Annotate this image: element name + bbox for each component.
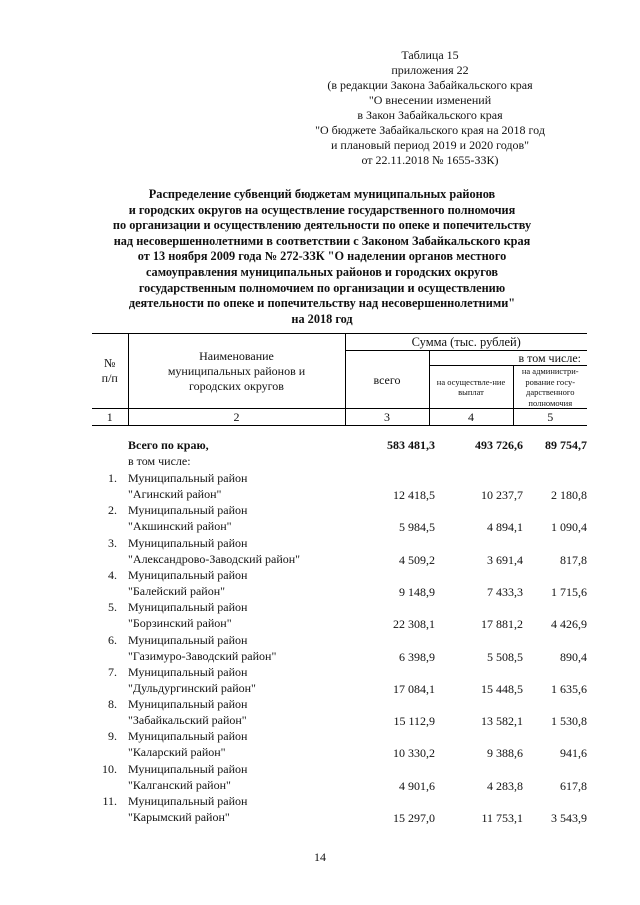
row-number: 4.	[108, 567, 117, 582]
row-name-type: Муниципальный район	[128, 697, 248, 712]
header-line: и плановый период 2019 и 2020 годов"	[330, 138, 530, 152]
row-number: 9.	[108, 729, 117, 744]
row-name-title: "Калганский район"	[128, 777, 231, 792]
col-number-1: 1	[92, 409, 128, 426]
total-sublabel: в том числе:	[128, 454, 191, 468]
header-line: Таблица 15	[401, 48, 459, 62]
row-value-admin: 817,8	[560, 552, 587, 567]
appendix-header	[280, 48, 580, 168]
row-value-all: 9 148,9	[399, 584, 435, 599]
row-value-admin: 1 530,8	[551, 714, 587, 729]
row-name-title: "Забайкальский район"	[128, 713, 247, 728]
title-line: над несовершеннолетними в соответствии с Законом Забайкальского края	[113, 233, 531, 248]
row-value-payments: 5 508,5	[487, 649, 523, 664]
row-value-all: 4 901,6	[399, 778, 435, 793]
header-line: (в редакции Закона Забайкальского края	[327, 78, 533, 92]
row-name-type: Муниципальный район	[128, 632, 248, 647]
document-title	[92, 187, 552, 327]
header-line: в Закон Забайкальского края	[357, 108, 503, 122]
row-value-payments: 4 283,8	[487, 778, 523, 793]
title-line: по организации и осуществлению деятельности по опеке и попечительству	[112, 218, 532, 233]
row-number: 5.	[108, 600, 117, 615]
table-row	[92, 728, 587, 762]
row-name-title: "Каларский район"	[128, 745, 226, 760]
table-row	[92, 567, 587, 601]
col-number-3: 3	[345, 409, 429, 426]
row-value-admin: 4 426,9	[551, 617, 587, 632]
row-name	[128, 632, 358, 664]
row-name-type: Муниципальный район	[128, 600, 248, 615]
row-name	[128, 535, 358, 567]
col-total-header: всего	[345, 351, 429, 409]
row-value-payments: 4 894,1	[487, 520, 523, 535]
row-name	[128, 502, 358, 534]
col-payments-header: на осуществле-ние выплат	[429, 366, 513, 409]
total-row	[92, 437, 587, 469]
row-name	[128, 599, 358, 631]
table-row	[92, 470, 587, 504]
row-name-type: Муниципальный район	[128, 761, 248, 776]
title-line: государственным полномочием по организации и осуществлению	[138, 280, 506, 295]
row-value-admin: 1 635,6	[551, 681, 587, 696]
title-line: деятельности по опеке и попечительству над несовершеннолетними"	[128, 296, 516, 311]
row-name	[128, 664, 358, 696]
header-line: от 22.11.2018 № 1655-ЗЗК)	[361, 153, 499, 167]
col-sum-header: Сумма (тыс. рублей)	[345, 334, 587, 351]
row-name	[128, 728, 358, 760]
table-row	[92, 793, 587, 827]
row-value-admin: 617,8	[560, 778, 587, 793]
col-number-4: 4	[429, 409, 513, 426]
row-name-title: "Борзинский район"	[128, 616, 232, 631]
table-header	[92, 333, 587, 426]
row-value-all: 12 418,5	[393, 488, 435, 502]
row-value-all: 6 398,9	[399, 649, 435, 664]
row-number: 8.	[108, 697, 117, 712]
row-number: 7.	[108, 664, 117, 679]
title-line: от 13 ноября 2009 года № 272-ЗЗК "О наделении органов местного	[137, 249, 507, 264]
row-value-all: 4 509,2	[399, 552, 435, 567]
table-row	[92, 502, 587, 536]
row-number: 1.	[108, 471, 117, 485]
title-line: самоуправления муниципальных районов и городских округов	[145, 264, 499, 279]
row-name	[128, 761, 358, 793]
row-name-title: "Дульдургинский район"	[128, 680, 256, 695]
row-value-admin: 1 090,4	[551, 520, 587, 535]
row-value-payments: 7 433,3	[487, 584, 523, 599]
row-value-admin: 2 180,8	[551, 488, 587, 502]
row-number: 11.	[102, 794, 117, 808]
row-name	[128, 793, 358, 825]
row-value-payments: 15 448,5	[481, 681, 523, 696]
row-name	[128, 470, 358, 502]
row-name	[128, 696, 358, 728]
table-row	[92, 535, 587, 569]
row-name-title: "Акшинский район"	[128, 519, 232, 534]
header-line: приложения 22	[391, 63, 469, 77]
table-row	[92, 664, 587, 698]
col-number-2: 2	[128, 409, 345, 426]
col-name-header: Наименование муниципальных районов и городских округов	[128, 334, 345, 409]
row-number: 10.	[102, 761, 117, 776]
row-value-all: 22 308,1	[393, 617, 435, 632]
header-line: "О бюджете Забайкальского края на 2018 год	[315, 123, 545, 137]
row-value-payments: 9 388,6	[487, 746, 523, 761]
total-value-payments: 493 726,6	[475, 438, 523, 452]
col-num-label: № п/п	[101, 356, 118, 385]
row-value-payments: 10 237,7	[481, 488, 523, 502]
row-name-type: Муниципальный район	[128, 471, 248, 485]
col-incl-header: в том числе:	[429, 351, 587, 366]
row-name-title: "Балейский район"	[128, 583, 226, 598]
row-number: 2.	[108, 503, 117, 518]
row-number: 3.	[108, 535, 117, 550]
row-value-all: 15 297,0	[393, 811, 435, 825]
table-row	[92, 696, 587, 730]
row-name-type: Муниципальный район	[128, 503, 248, 518]
row-name-type: Муниципальный район	[128, 567, 248, 582]
row-name-type: Муниципальный район	[128, 664, 248, 679]
row-value-payments: 17 881,2	[481, 617, 523, 632]
table-row	[92, 632, 587, 666]
row-name-title: "Карымский район"	[128, 810, 230, 824]
row-name-title: "Александрово-Заводский район"	[128, 551, 301, 566]
row-value-admin: 890,4	[560, 649, 587, 664]
row-value-all: 10 330,2	[393, 746, 435, 761]
row-name-title: "Агинский район"	[128, 487, 222, 501]
row-name-type: Муниципальный район	[128, 729, 248, 744]
col-admin-header: на администри-рование госу-дарственного полномочия	[513, 366, 587, 409]
row-name-title: "Газимуро-Заводский район"	[128, 648, 277, 663]
row-name-type: Муниципальный район	[128, 535, 248, 550]
total-label: Всего по краю,	[128, 438, 209, 452]
row-number: 6.	[108, 632, 117, 647]
row-value-payments: 3 691,4	[487, 552, 523, 567]
row-value-admin: 1 715,6	[551, 584, 587, 599]
col-number-5: 5	[513, 409, 587, 426]
row-value-payments: 13 582,1	[481, 714, 523, 729]
header-line: "О внесении изменений	[368, 93, 492, 107]
title-line: Распределение субвенций бюджетам муниципальных районов	[148, 187, 496, 201]
row-value-all: 17 084,1	[393, 681, 435, 696]
row-name-type: Муниципальный район	[128, 794, 248, 808]
row-value-admin: 941,6	[560, 746, 587, 761]
col-num-header	[92, 334, 128, 409]
title-line: и городских округов на осуществление государственного полномочия	[128, 202, 516, 217]
row-value-all: 15 112,9	[393, 714, 435, 729]
row-name	[128, 567, 358, 599]
table-row	[92, 599, 587, 633]
total-value-admin: 89 754,7	[545, 438, 587, 452]
row-value-payments: 11 753,1	[481, 811, 523, 825]
table-row	[92, 761, 587, 795]
row-value-all: 5 984,5	[399, 520, 435, 535]
page-number: 14	[314, 850, 326, 864]
row-value-admin: 3 543,9	[551, 811, 587, 825]
title-line: на 2018 год	[291, 311, 353, 326]
total-value-all: 583 481,3	[387, 438, 435, 452]
